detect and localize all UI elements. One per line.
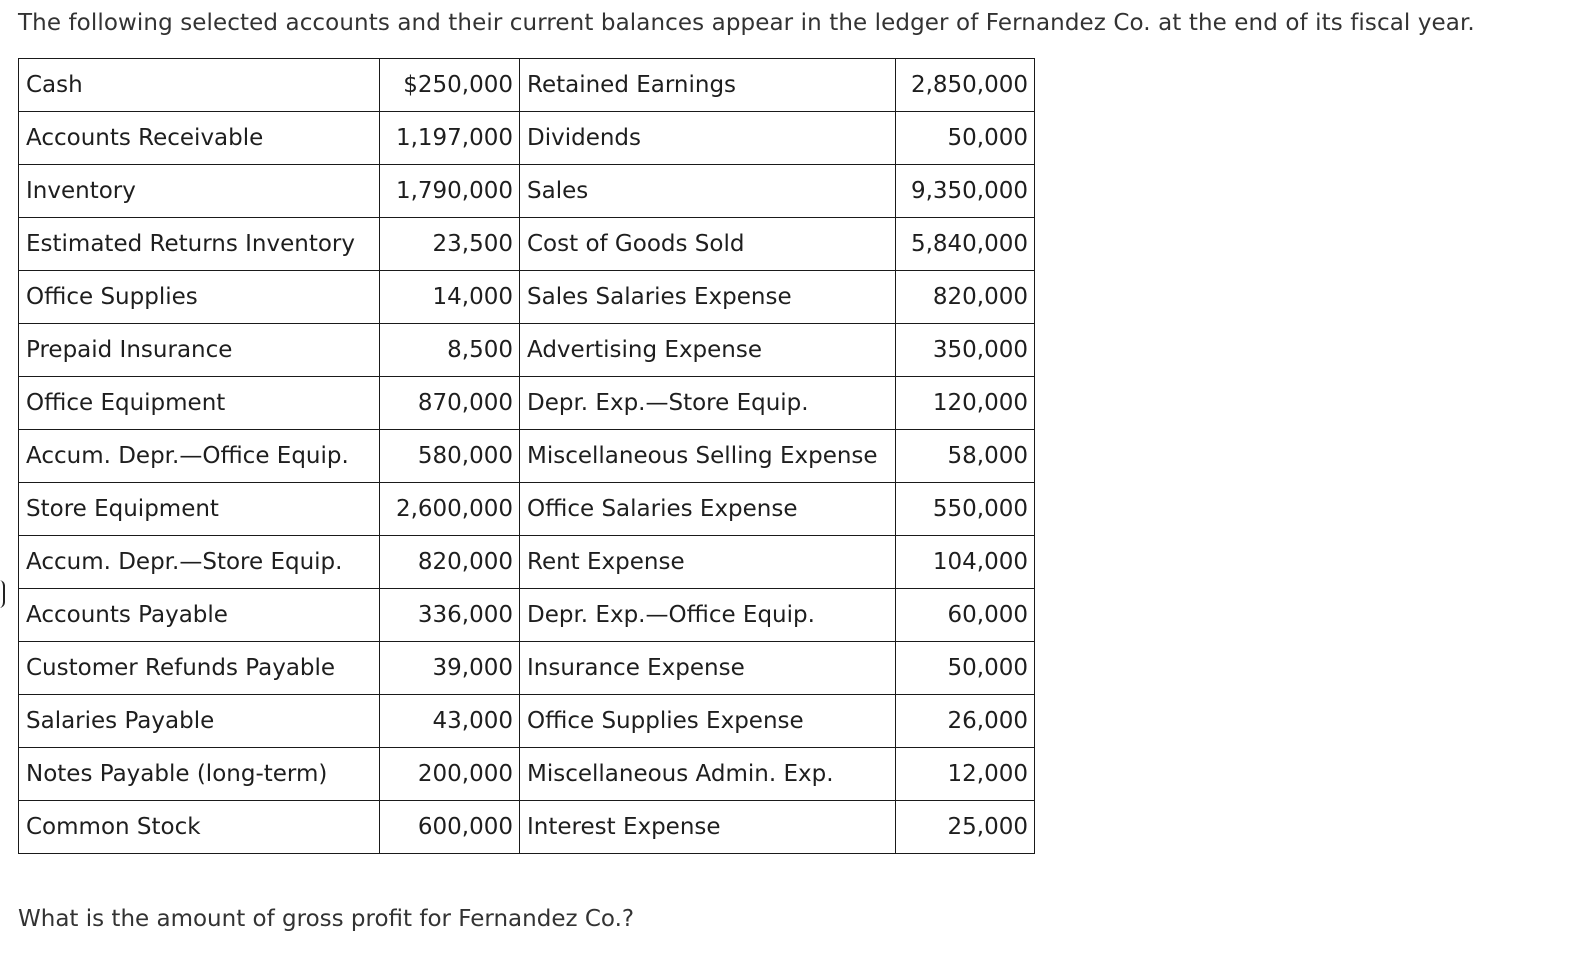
left-account-cell: Cash	[19, 59, 380, 112]
right-account-cell: Rent Expense	[520, 536, 896, 589]
right-account-cell: Miscellaneous Admin. Exp.	[520, 748, 896, 801]
right-account-cell: Retained Earnings	[520, 59, 896, 112]
ledger-row	[19, 112, 1035, 165]
left-account-cell: Inventory	[19, 165, 380, 218]
ledger-row	[19, 430, 1035, 483]
right-amount-cell: 50,000	[896, 642, 1035, 695]
left-amount-cell: 1,197,000	[380, 112, 520, 165]
ledger-row	[19, 218, 1035, 271]
right-amount-cell: 350,000	[896, 324, 1035, 377]
left-amount-cell: 600,000	[380, 801, 520, 854]
left-amount-cell: 336,000	[380, 589, 520, 642]
left-amount-cell: 820,000	[380, 536, 520, 589]
right-account-cell: Sales	[520, 165, 896, 218]
left-account-cell: Store Equipment	[19, 483, 380, 536]
left-amount-cell: 580,000	[380, 430, 520, 483]
right-account-cell: Depr. Exp.—Store Equip.	[520, 377, 896, 430]
problem-intro: The following selected accounts and their current balances appear in the ledger of Fernandez Co. at the end of its fiscal year.	[18, 10, 1475, 36]
right-account-cell: Office Supplies Expense	[520, 695, 896, 748]
ledger-row	[19, 377, 1035, 430]
right-amount-cell: 104,000	[896, 536, 1035, 589]
right-amount-cell: 26,000	[896, 695, 1035, 748]
edge-bracket-mark	[0, 580, 5, 608]
left-account-cell: Common Stock	[19, 801, 380, 854]
right-account-cell: Miscellaneous Selling Expense	[520, 430, 896, 483]
right-amount-cell: 9,350,000	[896, 165, 1035, 218]
ledger-row	[19, 589, 1035, 642]
left-amount-cell: 14,000	[380, 271, 520, 324]
right-account-cell: Sales Salaries Expense	[520, 271, 896, 324]
ledger-table-body	[19, 59, 1035, 854]
left-account-cell: Accum. Depr.—Store Equip.	[19, 536, 380, 589]
left-account-cell: Estimated Returns Inventory	[19, 218, 380, 271]
problem-question: What is the amount of gross profit for Fernandez Co.?	[18, 906, 635, 932]
right-amount-cell: 50,000	[896, 112, 1035, 165]
left-account-cell: Accounts Receivable	[19, 112, 380, 165]
ledger-row	[19, 271, 1035, 324]
left-amount-cell: 8,500	[380, 324, 520, 377]
left-amount-cell: 2,600,000	[380, 483, 520, 536]
right-account-cell: Office Salaries Expense	[520, 483, 896, 536]
ledger-row	[19, 59, 1035, 112]
right-amount-cell: 820,000	[896, 271, 1035, 324]
left-account-cell: Notes Payable (long-term)	[19, 748, 380, 801]
left-amount-cell: 43,000	[380, 695, 520, 748]
left-amount-cell: 23,500	[380, 218, 520, 271]
left-account-cell: Prepaid Insurance	[19, 324, 380, 377]
right-amount-cell: 5,840,000	[896, 218, 1035, 271]
right-amount-cell: 25,000	[896, 801, 1035, 854]
ledger-row	[19, 801, 1035, 854]
left-account-cell: Office Equipment	[19, 377, 380, 430]
ledger-row	[19, 165, 1035, 218]
right-amount-cell: 120,000	[896, 377, 1035, 430]
left-amount-cell: 870,000	[380, 377, 520, 430]
right-amount-cell: 550,000	[896, 483, 1035, 536]
ledger-row	[19, 483, 1035, 536]
right-account-cell: Dividends	[520, 112, 896, 165]
right-account-cell: Depr. Exp.—Office Equip.	[520, 589, 896, 642]
left-amount-cell: 39,000	[380, 642, 520, 695]
right-amount-cell: 2,850,000	[896, 59, 1035, 112]
ledger-row	[19, 536, 1035, 589]
right-amount-cell: 58,000	[896, 430, 1035, 483]
ledger-row	[19, 748, 1035, 801]
ledger-row	[19, 324, 1035, 377]
left-account-cell: Customer Refunds Payable	[19, 642, 380, 695]
right-account-cell: Interest Expense	[520, 801, 896, 854]
left-amount-cell: 200,000	[380, 748, 520, 801]
left-account-cell: Accounts Payable	[19, 589, 380, 642]
ledger-balances-table	[18, 58, 1035, 854]
right-amount-cell: 12,000	[896, 748, 1035, 801]
ledger-row	[19, 642, 1035, 695]
right-amount-cell: 60,000	[896, 589, 1035, 642]
left-amount-cell: $250,000	[380, 59, 520, 112]
right-account-cell: Advertising Expense	[520, 324, 896, 377]
left-amount-cell: 1,790,000	[380, 165, 520, 218]
left-account-cell: Salaries Payable	[19, 695, 380, 748]
right-account-cell: Insurance Expense	[520, 642, 896, 695]
left-account-cell: Accum. Depr.—Office Equip.	[19, 430, 380, 483]
left-account-cell: Office Supplies	[19, 271, 380, 324]
right-account-cell: Cost of Goods Sold	[520, 218, 896, 271]
ledger-row	[19, 695, 1035, 748]
